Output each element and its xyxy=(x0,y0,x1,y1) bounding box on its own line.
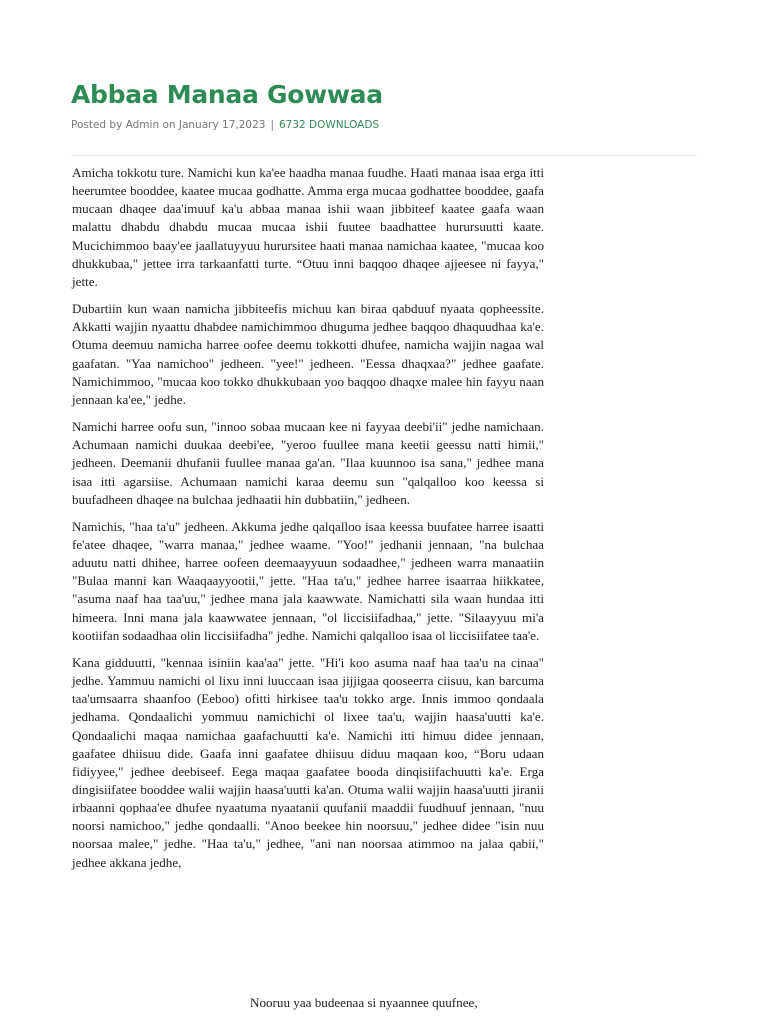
page-title: Abbaa Manaa Gowwaa xyxy=(71,80,383,109)
meta-separator: | xyxy=(270,119,274,131)
downloads-link[interactable]: 6732 DOWNLOADS xyxy=(278,119,380,131)
paragraph: Amicha tokkotu ture. Namichi kun ka'ee haadha manaa fuudhe. Haati manaa isaa erga itti heerumtee booddee, kaatee mucaa godhatte. Amma erga mucaa godhattee booddee, gaafa mucaan dhaqee daa'imuuf ka'u abbaa manaa ishii waan jibbiteef kaatee gaafa waan malattu dhabdu dhabdu mucaa mucaa ishii fuutee baadhattee hurursuutti kaate. Mucichimmoo baay'ee jaallatuyyuu hurursitee haati manaa namichaa kaatee, "mucaa koo dhukkubaa," jettee irra tarkaanfatti turte. “Otuu inni baqqoo dhaqee ajjeesee ni fayya," jette. xyxy=(72,165,544,289)
paragraph: Namichis, "haa ta'u" jedheen. Akkuma jedhe qalqalloo isaa keessa buufatee harree isaatti fe'atee dhaqee, "warra manaa," jedhee waame. "Yoo!" jedhanii jennaan, "na bulchaa aduutu natti dhihee, harree oofeen deemaayyuun sodaadhee," jedheen warra manaatiin "Bulaa manni kan Waaqaayyootii," jette. "Haa ta'u," jedhee harree isaarraa hiikkatee, "asuma naaf haa taa'uu," jedhee mana jala kaawwate. Namichatti sila waan hundaa itti himeera. Inni mana jala kaawwatee jennaan, "ol liccisiifadhaa," jette. "Silaayyuu mi'a kootiifan sodaadhaa olin liccisiifadha" jedhe. Namichi qalqalloo isaa ol liccisiifatee taa'e. xyxy=(72,518,544,643)
paragraph: Dubartiin kun waan namicha jibbiteefis michuu kan biraa qabduuf nyaata qopheessite. Akkatti wajjin nyaattu dhabdee namichimmoo dhuguma jedhee baqqoo dhaquudhaa ka'e. Otuma deemuu namicha harree oofee deemu tokkotti dhufee, namicha wajjin nagaa wal gaafatan. "Yaa namichoo" jedheen. "yee!" jedheen. "Eessa dhaqxaa?" jedhee gaafate. Namichimmoo, "mucaa koo tokko dhukkubaan yoo baqqoo dhaqxe malee hin fayyu naan jennaan ka'ee," jedhe. xyxy=(72,301,544,407)
post-meta xyxy=(71,119,379,131)
story-body xyxy=(72,164,544,881)
verse-line: Nooruu yaa budeenaa si nyaannee quufnee, xyxy=(250,995,478,1010)
header-divider xyxy=(71,155,697,156)
paragraph: Namichi harree oofu sun, "innoo sobaa mucaan kee ni fayyaa deebi'ii" jedhe namichaan. Achumaan namichi duukaa deebi'ee, "yeroo fuullee mana keetii geessu natti himii," jedheen. Deemanii dhufanii fuullee manaa ga'an. "Ilaa kuunnoo isa sana," jedhee mana isaa itti agarsiise. Achumaan namichi karaa deemu sun "qalqalloo koo keessa si buufadheen dhaqee na bulchaa jedhaatii hin dubbatiin," jedheen. xyxy=(72,419,544,507)
posted-by-text: Posted by Admin on January 17,2023 xyxy=(71,119,266,131)
paragraph: Kana gidduutti, "kennaa isiniin kaa'aa" jette. "Hi'i koo asuma naaf haa taa'u na cinaa" jedhe. Yammuu namichi ol lixu inni luuccaan isaa jijjigaa qooseerra ciisuu, kan barcuma taa'umsaarra shaanfoo (Eeboo) ofitti hirkisee taa'u tokko arge. Innis immoo qondaala jedhama. Qondaalichi yommuu namichichi ol lixee taa'u, wajjin haasa'uutti ka'e. Qondaalichi maqaa namichaa gaafachuutti ka'e. Namichi itti himuu didee jennaan, gaafatee dhiisuu dide. Gaafa inni gaafatee dhiisuu diduu maqaan koo, “Boru udaan fidiyyee," jedhee deebiseef. Eega maqaa gaafatee booda dinqisiifachuutti ka'e. Erga dingisiifatee booddee walii wajjin haasa'uutti ka'an. Otuma walii wajjin haasa'uutti jiranii irbaanni qophaa'ee dhufee nyaatuma nyaatanii quufanii maaddii fuudhuuf jennaan, "nuu noorsi namichoo," jedhe qondaalli. "Anoo beekee hin noorsuu," jedhee didee "isin nuu noorsaa malee," jedhe. "Haa ta'u," jedhee, "ani nan noorsaa atimmoo na jalaa qabii," jedhee akkana jedhe, xyxy=(72,654,544,870)
